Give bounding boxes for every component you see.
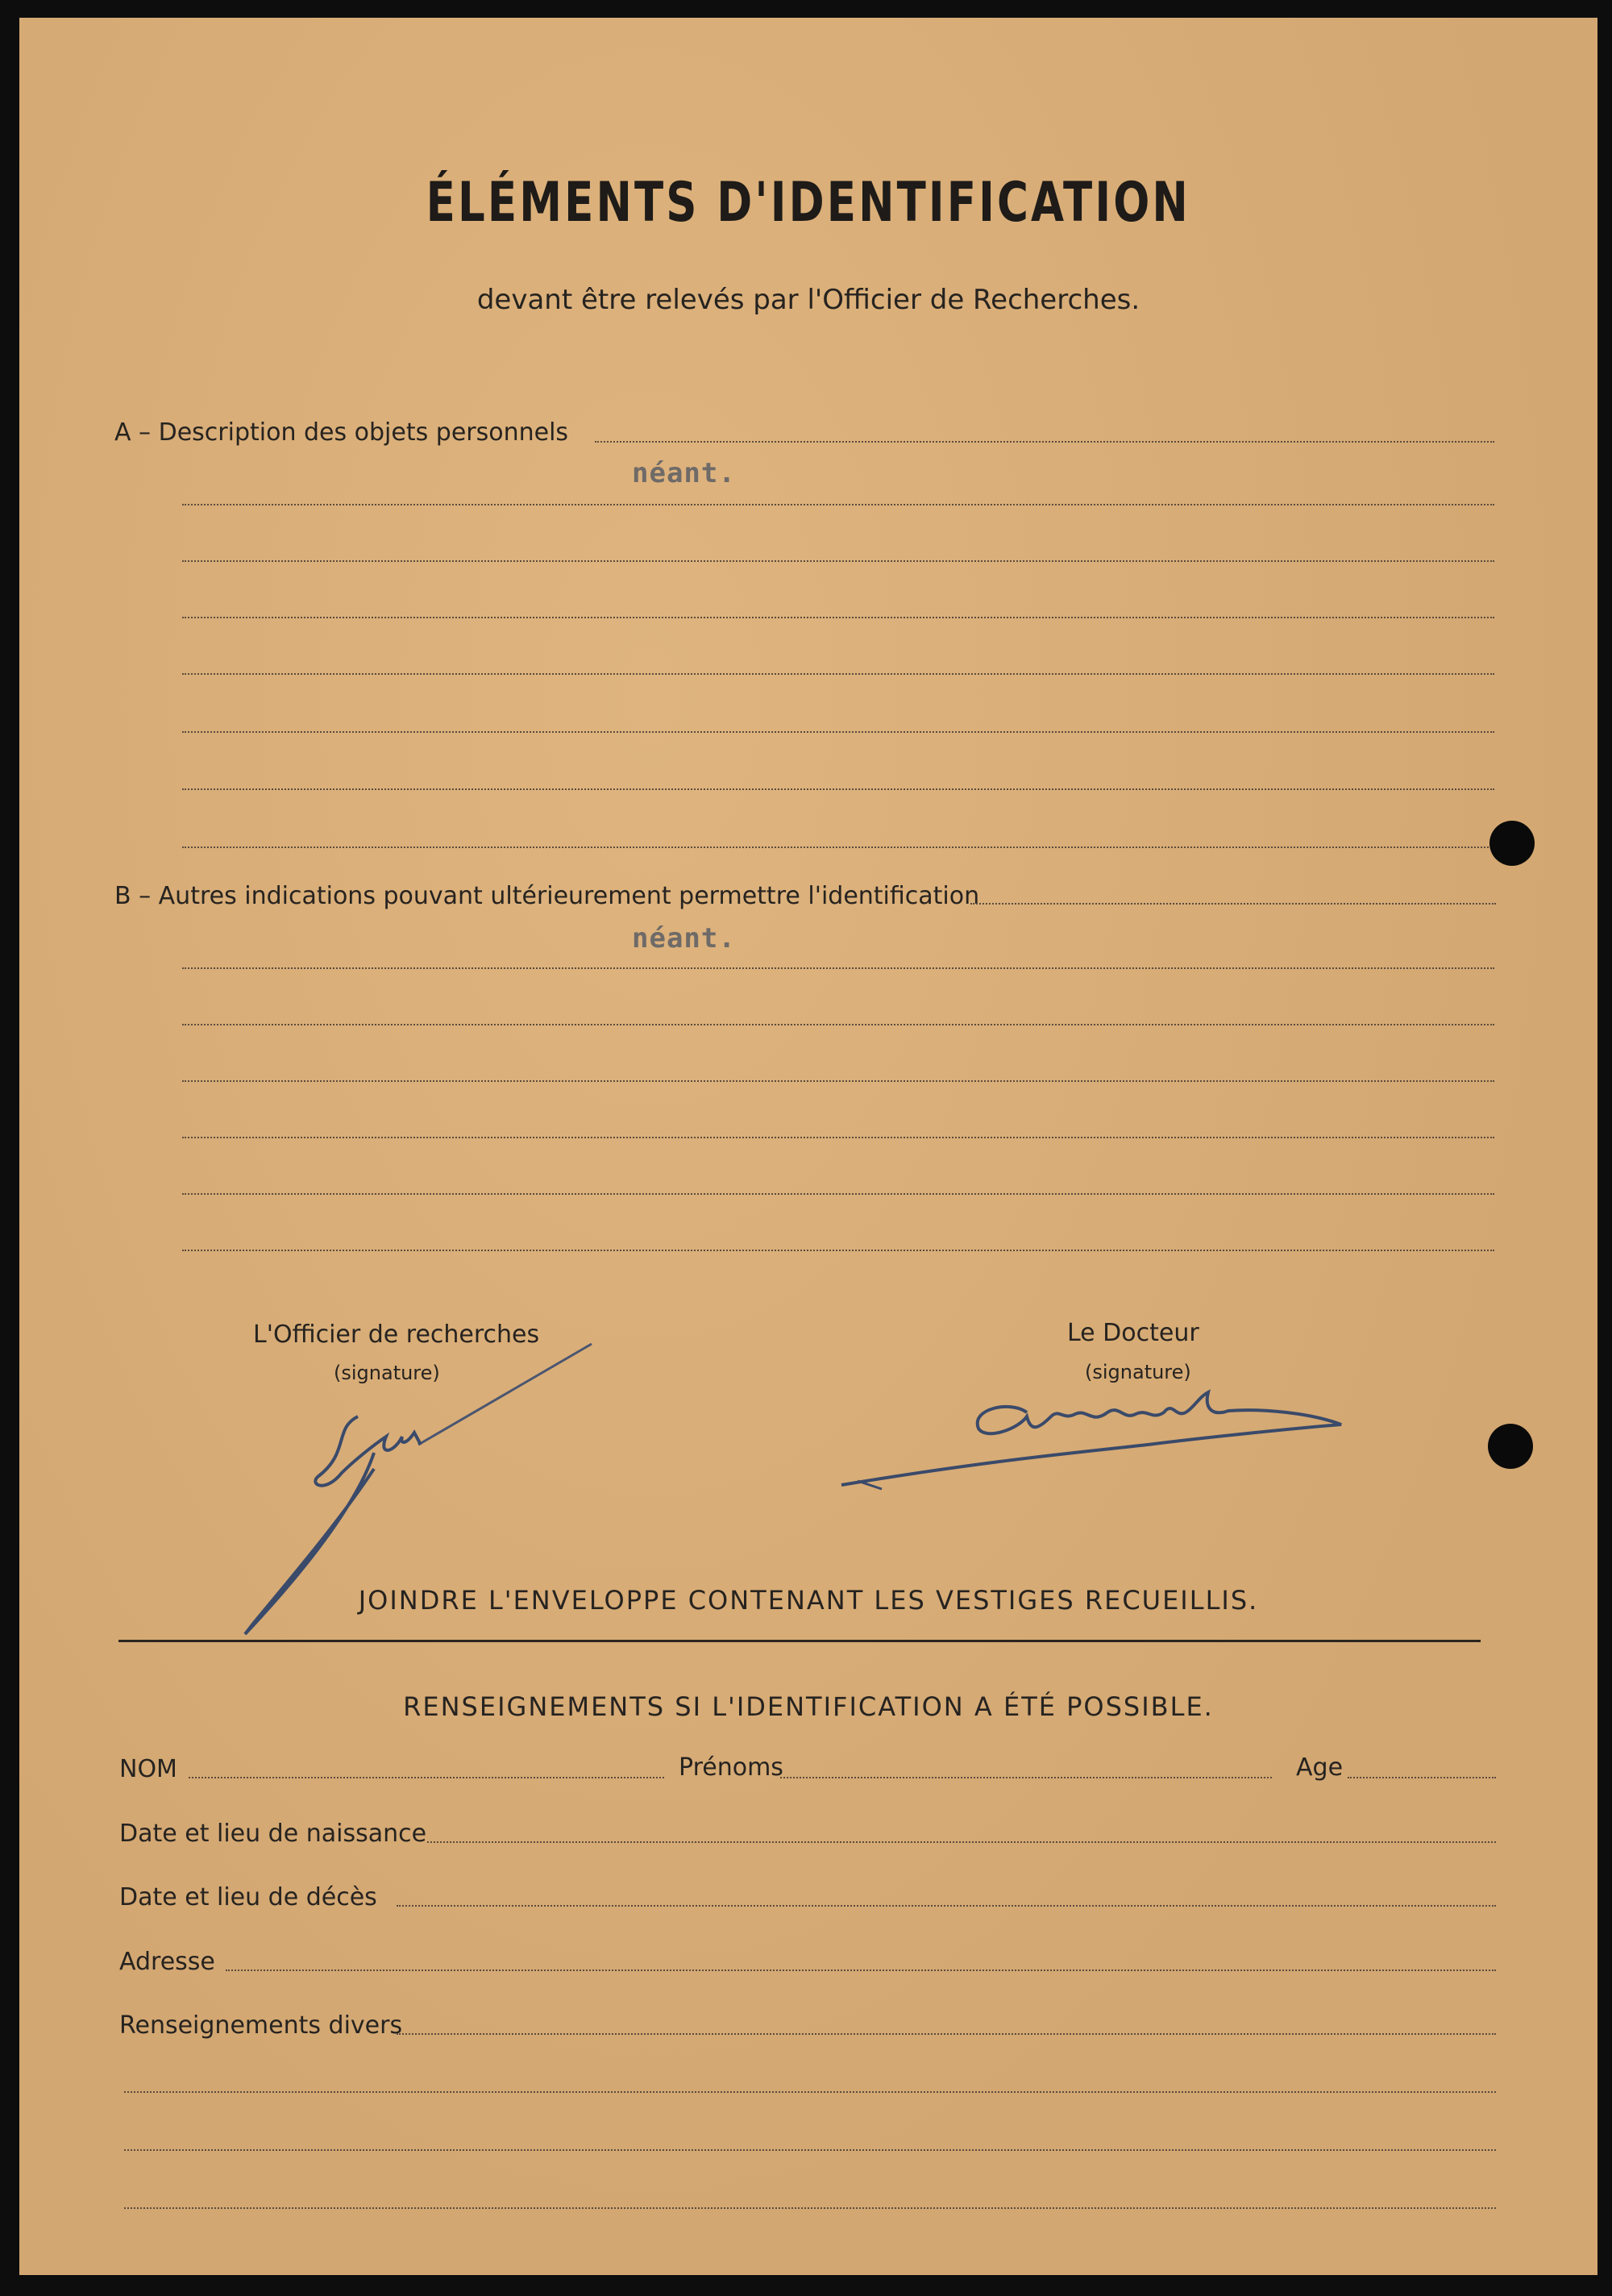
- section-a-typed-value: néant.: [632, 457, 736, 489]
- divers-label: Renseignements divers: [119, 2011, 403, 2040]
- nom-label: NOM: [119, 1755, 177, 1783]
- section-b-line-6[interactable]: [182, 1193, 1494, 1195]
- prenoms-field[interactable]: [780, 1777, 1272, 1778]
- section-divider: [118, 1640, 1481, 1642]
- section-a-line-5[interactable]: [182, 673, 1494, 675]
- form-title: ÉLÉMENTS D'IDENTIFICATION: [426, 171, 1190, 235]
- officer-signature-label: L'Officier de recherches: [253, 1321, 540, 1349]
- section-a-line-3[interactable]: [182, 560, 1494, 562]
- section-a-line-8[interactable]: [182, 846, 1494, 848]
- form-sheet: [19, 18, 1597, 2275]
- section-b-line-7[interactable]: [182, 1250, 1494, 1251]
- section-a-label: A – Description des objets personnels: [114, 418, 569, 447]
- divers-field-1[interactable]: [397, 2033, 1496, 2035]
- prenoms-label: Prénoms: [679, 1753, 783, 1782]
- section-b-line-5[interactable]: [182, 1137, 1494, 1138]
- section-a-line-4[interactable]: [182, 617, 1494, 618]
- form-subtitle: devant être relevés par l'Officier de Recherches.: [476, 284, 1140, 316]
- section-b-label: B – Autres indications pouvant ultérieurement permettre l'identification: [114, 882, 980, 910]
- envelope-instruction: JOINDRE L'ENVELOPPE CONTENANT LES VESTIGES RECUEILLIS.: [358, 1585, 1259, 1616]
- age-label: Age: [1296, 1753, 1344, 1782]
- officer-signature-sublabel: (signature): [334, 1362, 440, 1384]
- section-b-line-1[interactable]: [970, 903, 1496, 905]
- deces-field[interactable]: [397, 1905, 1496, 1907]
- naissance-label: Date et lieu de naissance: [119, 1820, 427, 1848]
- deces-label: Date et lieu de décès: [119, 1883, 377, 1911]
- punch-hole-bottom: [1488, 1424, 1533, 1469]
- identification-heading: RENSEIGNEMENTS SI L'IDENTIFICATION A ÉTÉ POSSIBLE.: [403, 1691, 1214, 1722]
- section-b-line-4[interactable]: [182, 1080, 1494, 1082]
- adresse-field[interactable]: [226, 1969, 1496, 1971]
- divers-field-3[interactable]: [124, 2149, 1496, 2151]
- section-a-line-2[interactable]: [182, 504, 1494, 505]
- section-a-line-6[interactable]: [182, 731, 1494, 733]
- doctor-signature-sublabel: (signature): [1085, 1361, 1191, 1383]
- doctor-signature-mark: [809, 1364, 1390, 1525]
- section-b-line-2[interactable]: [182, 967, 1494, 969]
- section-a-line-1[interactable]: [595, 441, 1494, 443]
- doctor-signature-label: Le Docteur: [1067, 1319, 1199, 1347]
- nom-field[interactable]: [189, 1777, 664, 1778]
- section-a-line-7[interactable]: [182, 788, 1494, 790]
- adresse-label: Adresse: [119, 1948, 215, 1976]
- divers-field-4[interactable]: [124, 2207, 1496, 2209]
- section-b-typed-value: néant.: [632, 922, 736, 955]
- section-b-line-3[interactable]: [182, 1024, 1494, 1025]
- naissance-field[interactable]: [427, 1841, 1496, 1843]
- age-field[interactable]: [1348, 1777, 1496, 1778]
- divers-field-2[interactable]: [124, 2091, 1496, 2093]
- punch-hole-top: [1489, 821, 1535, 866]
